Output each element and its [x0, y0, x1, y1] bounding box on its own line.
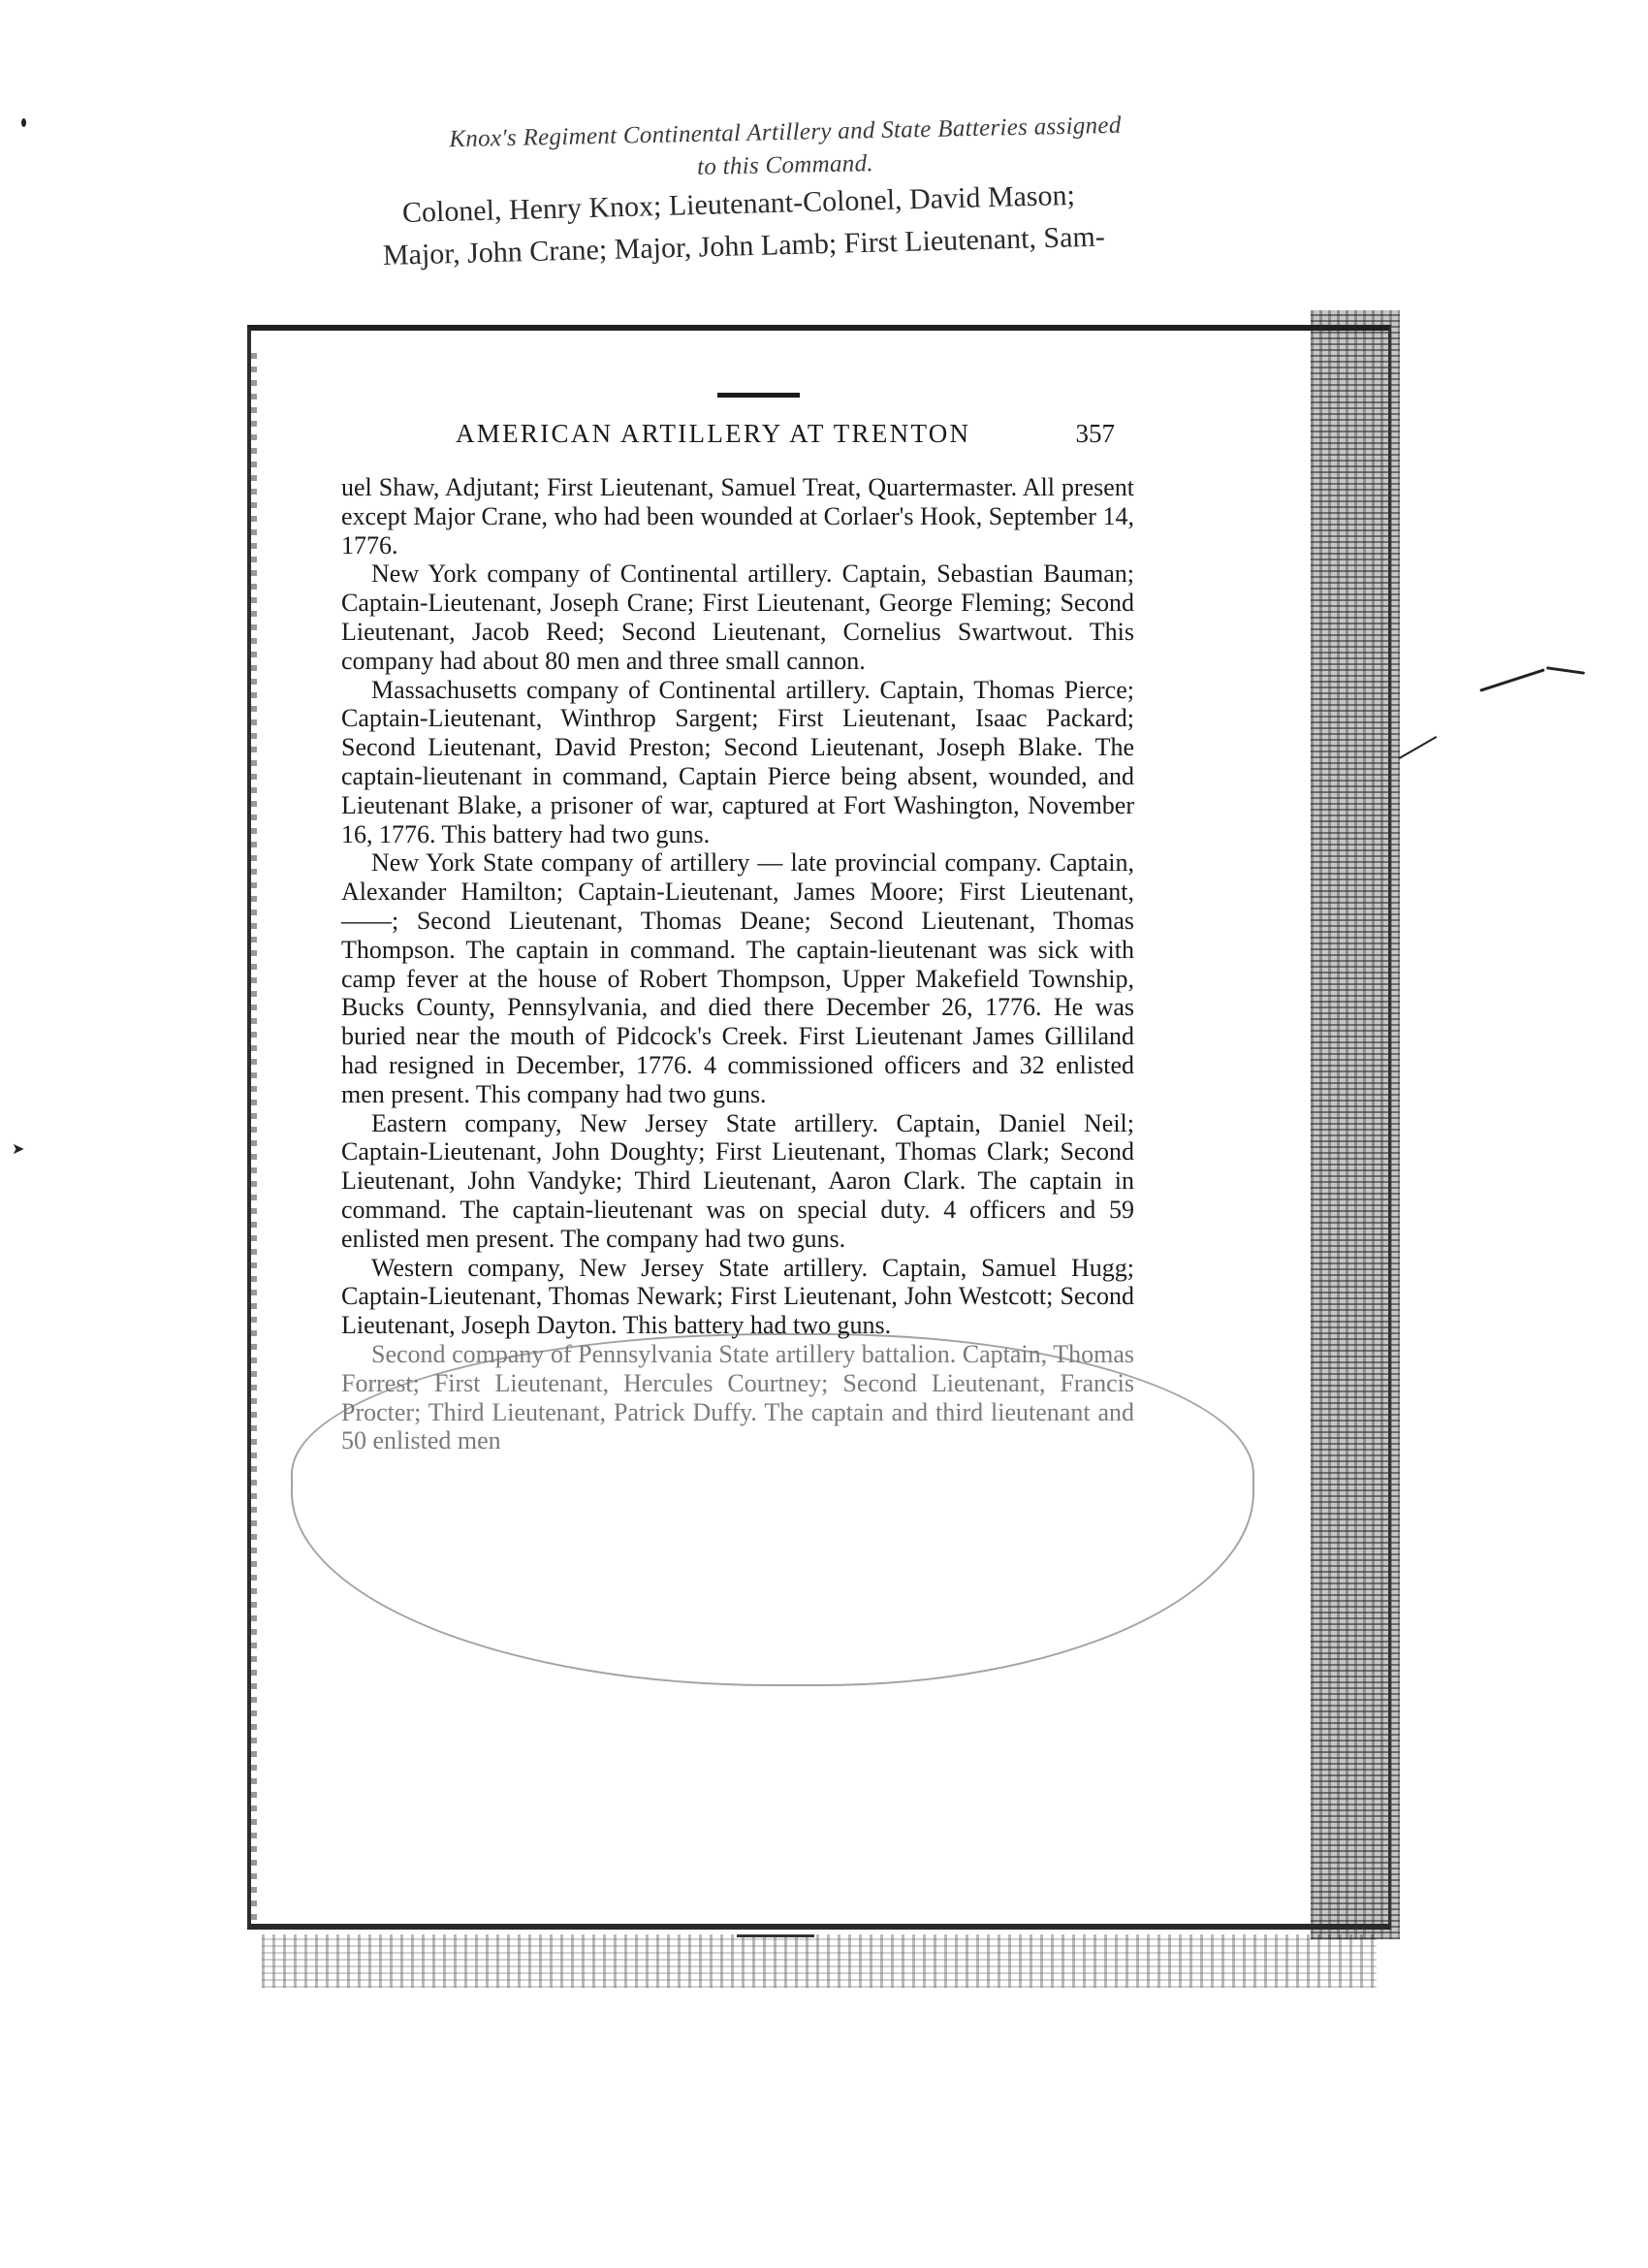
header-block [359, 112, 1212, 277]
header-officers-line1: Colonel, Henry Knox; Lieutenant-Colonel, David Mason; [401, 178, 1076, 229]
header-title-line2: to this Command. [696, 150, 874, 180]
margin-check-mark [1479, 668, 1545, 691]
paragraph-massachusetts-company: Massachusetts company of Continental artillery. Captain, Thomas Pierce; Captain-Lieutenant, Winthrop Sargent; First Lieutenant, Isaac Packard; Second Lieutenant, David Preston; Second Lieutenant, Joseph Blake. The captain-lieutenant in command, Captain Pierce being absent, wounded, and Lieutenant Blake, a prisoner of war, captured at Fort Washington, November 16, 1776. This battery had two guns. [341, 675, 1134, 848]
page-number: 357 [1075, 419, 1115, 448]
margin-arrow-icon: ➤ [12, 1141, 25, 1158]
running-head [456, 419, 1115, 458]
bottom-rule [737, 1934, 814, 1937]
margin-check-mark [1546, 666, 1585, 675]
header-title-line1: Knox's Regiment Continental Artillery and State Batteries assigned [449, 112, 1122, 153]
body-text [341, 473, 1134, 1455]
header-officers-line2: Major, John Crane; Major, John Lamb; First Lieutenant, Sam- [382, 220, 1106, 272]
scan-edge-bottom [262, 1934, 1377, 1988]
top-rule [717, 393, 800, 398]
paragraph-new-york-company: New York company of Continental artillery. Captain, Sebastian Bauman; Captain-Lieutenant, Joseph Crane; First Lieutenant, George Fleming; Second Lieutenant, Jacob Reed; Second Lieutenant, Cornelius Swartwout. This company had about 80 men and three small cannon. [341, 559, 1134, 675]
paragraph-western-new-jersey: Western company, New Jersey State artillery. Captain, Samuel Hugg; Captain-Lieutenant, Thomas Newark; First Lieutenant, John Westcott; Second Lieutenant, Joseph Dayton. This battery had two guns. [341, 1253, 1134, 1340]
paragraph-pennsylvania-second-company: Second company of Pennsylvania State artillery battalion. Captain, Thomas Forrest; First Lieutenant, Hercules Courtney; Second Lieutenant, Francis Procter; Third Lieutenant, Patrick Duffy. The captain and third lieutenant and 50 enlisted men [341, 1339, 1134, 1455]
paragraph-new-york-state-company: New York State company of artillery — late provincial company. Captain, Alexander Hamilton; Captain-Lieutenant, James Moore; First Lieutenant, ——; Second Lieutenant, Thomas Deane; Second Lieutenant, Thomas Thompson. The captain in command. The captain-lieutenant was sick with camp fever at the house of Robert Thompson, Upper Makefield Township, Bucks County, Pennsylvania, and died there December 26, 1776. He was buried near the mouth of Pidcock's Creek. First Lieutenant James Gilliland had resigned in December, 1776. 4 commissioned officers and 32 enlisted men present. This company had two guns. [341, 848, 1134, 1108]
stray-mark [21, 118, 26, 127]
margin-pen-stroke [1399, 736, 1438, 759]
running-head-title: AMERICAN ARTILLERY AT TRENTON [456, 419, 971, 448]
paragraph-knox-staff: uel Shaw, Adjutant; First Lieutenant, Samuel Treat, Quartermaster. All present except Major Crane, who had been wounded at Corlaer's Hook, September 14, 1776. [341, 473, 1134, 559]
paragraph-eastern-new-jersey: Eastern company, New Jersey State artillery. Captain, Daniel Neil; Captain-Lieutenant, John Doughty; First Lieutenant, Thomas Clark; Second Lieutenant, John Vandyke; Third Lieutenant, Aaron Clark. The captain in command. The captain-lieutenant was on special duty. 4 officers and 59 enlisted men present. The company had two guns. [341, 1108, 1134, 1253]
